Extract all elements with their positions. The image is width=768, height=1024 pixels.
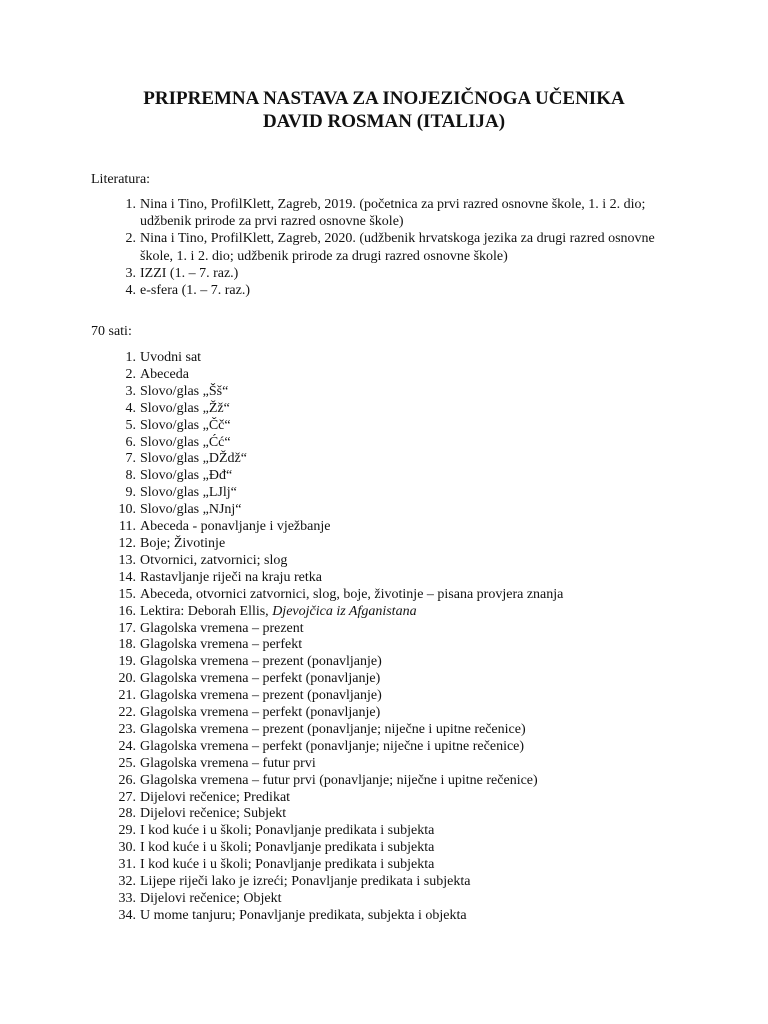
list-item-number: 31. (118, 857, 136, 873)
list-item-number: 24. (118, 738, 136, 754)
list-item-number: 14. (118, 569, 136, 585)
lessons-list (112, 350, 732, 925)
list-item-text: Slovo/glas „NJnj“ (140, 502, 242, 518)
lesson-item (112, 401, 732, 418)
list-item-number: 26. (118, 772, 136, 788)
list-item-text: Boje; Životinje (140, 535, 226, 551)
lesson-item (112, 451, 732, 468)
list-item-text: I kod kuće i u školi; Ponavljanje predikata i subjekta (140, 840, 435, 856)
lesson-item (112, 654, 732, 671)
list-item-text: Glagolska vremena – prezent (140, 620, 304, 636)
list-item-number: 32. (118, 874, 136, 890)
list-item-number: 28. (118, 806, 136, 822)
list-item-number: 11. (119, 519, 136, 535)
literature-item (112, 230, 682, 264)
list-item-number: 18. (118, 637, 136, 653)
lesson-item (112, 621, 732, 638)
list-item-number: 13. (118, 552, 136, 568)
document-title-line-1: PRIPREMNA NASTAVA ZA INOJEZIČNOGA UČENIKA (143, 88, 625, 109)
lesson-item (112, 553, 732, 570)
document-title-line-2: DAVID ROSMAN (ITALIJA) (262, 111, 506, 132)
list-item-number: 19. (118, 654, 136, 670)
lesson-item (112, 874, 732, 891)
list-item-number: 33. (118, 891, 136, 906)
list-item-text: Otvornici, zatvornici; slog (140, 552, 288, 568)
lesson-item (112, 823, 732, 840)
list-item-text: e-sfera (1. – 7. raz.) (140, 283, 250, 299)
list-item-number: 8. (125, 468, 136, 484)
literature-item (112, 265, 682, 282)
list-item-text: Abeceda - ponavljanje i vježbanje (140, 519, 331, 535)
list-item-number: 6. (125, 434, 136, 450)
list-item-text: Nina i Tino, ProfilKlett, Zagreb, 2019. (početnica za prvi razred osnovne škole, 1. i 2. dio; udžbenik prirode za prvi razred osnovne škole) (140, 197, 646, 230)
list-item-text: Dijelovi rečenice; Objekt (140, 891, 282, 906)
list-item-number: 4. (125, 400, 136, 416)
list-item-text: I kod kuće i u školi; Ponavljanje predikata i subjekta (140, 857, 435, 873)
list-item-text: Abeceda, otvornici zatvornici, slog, boje, životinje – pisana provjera znanja (140, 586, 564, 602)
lesson-item (112, 671, 732, 688)
list-item-text: Glagolska vremena – prezent (ponavljanje) (140, 688, 382, 704)
list-item-text: Slovo/glas „Đđ“ (140, 468, 233, 484)
literature-label: Literatura: (91, 172, 151, 187)
list-item-text: Slovo/glas „DŽdž“ (140, 451, 247, 467)
list-item-text: Uvodni sat (140, 350, 202, 365)
list-item-number: 4. (125, 283, 136, 299)
lesson-item (112, 485, 732, 502)
list-item-text: Slovo/glas „Žž“ (140, 400, 230, 416)
literature-item (112, 196, 682, 230)
lesson-item (112, 350, 732, 367)
list-item-text: Lijepe riječi lako je izreći; Ponavljanje predikata i subjekta (140, 874, 471, 890)
list-item-text: Dijelovi rečenice; Predikat (140, 789, 291, 805)
list-item-text: Glagolska vremena – perfekt (ponavljanje) (140, 705, 381, 721)
lesson-item (112, 739, 732, 756)
list-item-number: 15. (118, 586, 136, 602)
lesson-item (112, 773, 732, 790)
lesson-item (112, 688, 732, 705)
list-item-text: U mome tanjuru; Ponavljanje predikata, subjekta i objekta (140, 907, 467, 923)
list-item-text: Abeceda (140, 366, 189, 382)
list-item-number: 23. (118, 721, 136, 737)
list-item-number: 21. (118, 688, 136, 704)
list-item-text: IZZI (1. – 7. raz.) (140, 265, 239, 281)
lesson-item (112, 790, 732, 807)
list-item-text: Glagolska vremena – perfekt (ponavljanje) (140, 671, 381, 687)
list-item-number: 16. (118, 603, 136, 619)
lessons-label: 70 sati: (91, 324, 132, 339)
list-item-number: 1. (125, 350, 136, 365)
lesson-item (112, 519, 732, 536)
list-item-number: 17. (118, 620, 136, 636)
list-item-text: Lektira: Deborah Ellis, (140, 603, 273, 619)
lesson-item (112, 367, 732, 384)
list-item-number: 1. (125, 197, 136, 212)
list-item-text: Glagolska vremena – futur prvi (ponavljanje; niječne i upitne rečenice) (140, 772, 538, 788)
list-item-number: 30. (118, 840, 136, 856)
lesson-item (112, 840, 732, 857)
lesson-item (112, 756, 732, 773)
lesson-item (112, 857, 732, 874)
lesson-item (112, 908, 732, 925)
list-item-text: Slovo/glas „Čč“ (140, 417, 231, 433)
list-item-number: 9. (125, 485, 136, 501)
literature-list (112, 196, 682, 299)
lesson-item (112, 468, 732, 485)
lesson-item (112, 637, 732, 654)
list-item-number: 20. (118, 671, 136, 687)
list-item-number: 22. (118, 705, 136, 721)
lesson-item (112, 435, 732, 452)
list-item-text: Glagolska vremena – perfekt (ponavljanje; niječne i upitne rečenice) (140, 738, 525, 754)
list-item-text: Nina i Tino, ProfilKlett, Zagreb, 2020. (udžbenik hrvatskoga jezika za drugi razred osnovne škole, 1. i 2. dio; udžbenik prirode za drugi razred osnovne škole) (140, 231, 655, 264)
lesson-item (112, 806, 732, 823)
list-item-text: Glagolska vremena – prezent (ponavljanje; niječne i upitne rečenice) (140, 721, 526, 737)
lesson-item (112, 570, 732, 587)
list-item-number: 29. (118, 823, 136, 839)
list-item-number: 3. (125, 383, 136, 399)
list-item-text: Glagolska vremena – futur prvi (140, 755, 316, 771)
lesson-item (112, 705, 732, 722)
list-item-number: 3. (125, 265, 136, 281)
lesson-item (112, 587, 732, 604)
list-item-number: 27. (118, 789, 136, 805)
list-item-number: 12. (118, 535, 136, 551)
lesson-item (112, 418, 732, 435)
list-item-text: Slovo/glas „LJlj“ (140, 485, 237, 501)
list-item-number: 5. (125, 417, 136, 433)
lesson-item (112, 384, 732, 401)
literature-item (112, 282, 682, 299)
list-item-number: 10. (118, 502, 136, 518)
list-item-number: 7. (125, 451, 136, 467)
lesson-item (112, 604, 732, 621)
list-item-text: Glagolska vremena – perfekt (140, 637, 303, 653)
list-item-number: 25. (118, 755, 136, 771)
list-item-text: Rastavljanje riječi na kraju retka (140, 569, 322, 585)
list-item-text: Dijelovi rečenice; Subjekt (140, 806, 287, 822)
list-item-number: 34. (118, 907, 136, 923)
list-item-text: Glagolska vremena – prezent (ponavljanje) (140, 654, 382, 670)
list-item-text: Slovo/glas „Šš“ (140, 383, 229, 399)
lesson-item (112, 502, 732, 519)
lesson-item (112, 536, 732, 553)
list-item-book-title: Djevojčica iz Afganistana (272, 603, 417, 619)
lesson-item (112, 722, 732, 739)
list-item-number: 2. (125, 366, 136, 382)
list-item-text: I kod kuće i u školi; Ponavljanje predikata i subjekta (140, 823, 435, 839)
lesson-item (112, 891, 732, 908)
list-item-text: Slovo/glas „Ćć“ (140, 434, 231, 450)
list-item-number: 2. (125, 231, 136, 247)
